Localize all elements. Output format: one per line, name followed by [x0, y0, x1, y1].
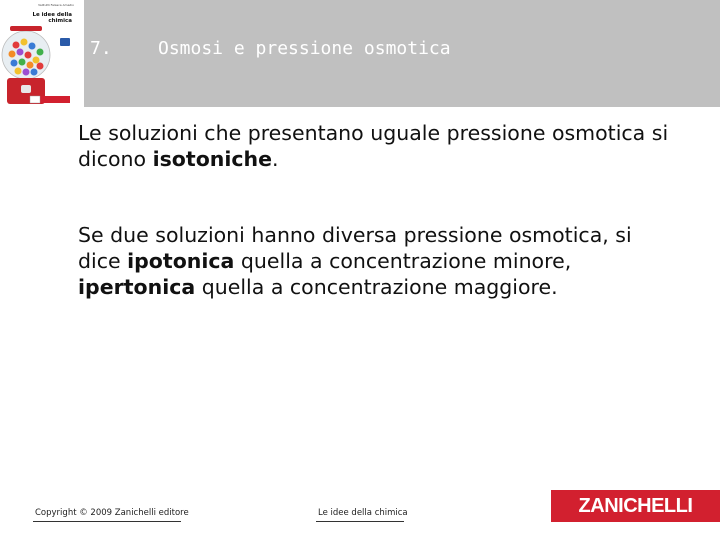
paragraph-isotoniche [78, 120, 678, 172]
zanichelli-logo: ZANICHELLI [551, 490, 720, 522]
cover-title [20, 12, 72, 24]
term-ipotonica: ipotonica [127, 249, 235, 273]
header-bar [0, 0, 720, 107]
cover-authors: Valitutti Falasca Amadio [38, 3, 74, 7]
footer-copyright: Copyright © 2009 Zanichelli editore [35, 508, 189, 518]
paragraph-1-end: . [272, 147, 279, 171]
paragraph-ipotonica-ipertonica [78, 222, 678, 300]
footer-divider [33, 521, 181, 522]
cover-title-line-2: chimica [48, 18, 72, 24]
paragraph-2-text-2: quella a concentrazione minore, [234, 249, 572, 273]
cover-title-line-1: Le idee della [32, 12, 72, 18]
term-ipertonica: ipertonica [78, 275, 196, 299]
footer-book-title: Le idee della chimica [318, 508, 408, 518]
paragraph-1-text: Le soluzioni che presentano uguale pressione osmotica si dicono [78, 121, 669, 171]
footer-divider-2 [316, 521, 404, 522]
cover-logo-icon [60, 38, 70, 46]
slide-title: Osmosi e pressione osmotica [158, 38, 451, 59]
term-isotoniche: isotoniche [152, 147, 273, 171]
paragraph-2-text-1: Se due soluzioni hanno diversa pressione osmotica, si dice [78, 223, 632, 273]
slide-content [78, 120, 678, 300]
paragraph-2-text-3: quella a concentrazione maggiore. [195, 275, 558, 299]
book-cover-image [0, 0, 84, 107]
section-number: 7. [90, 38, 112, 59]
